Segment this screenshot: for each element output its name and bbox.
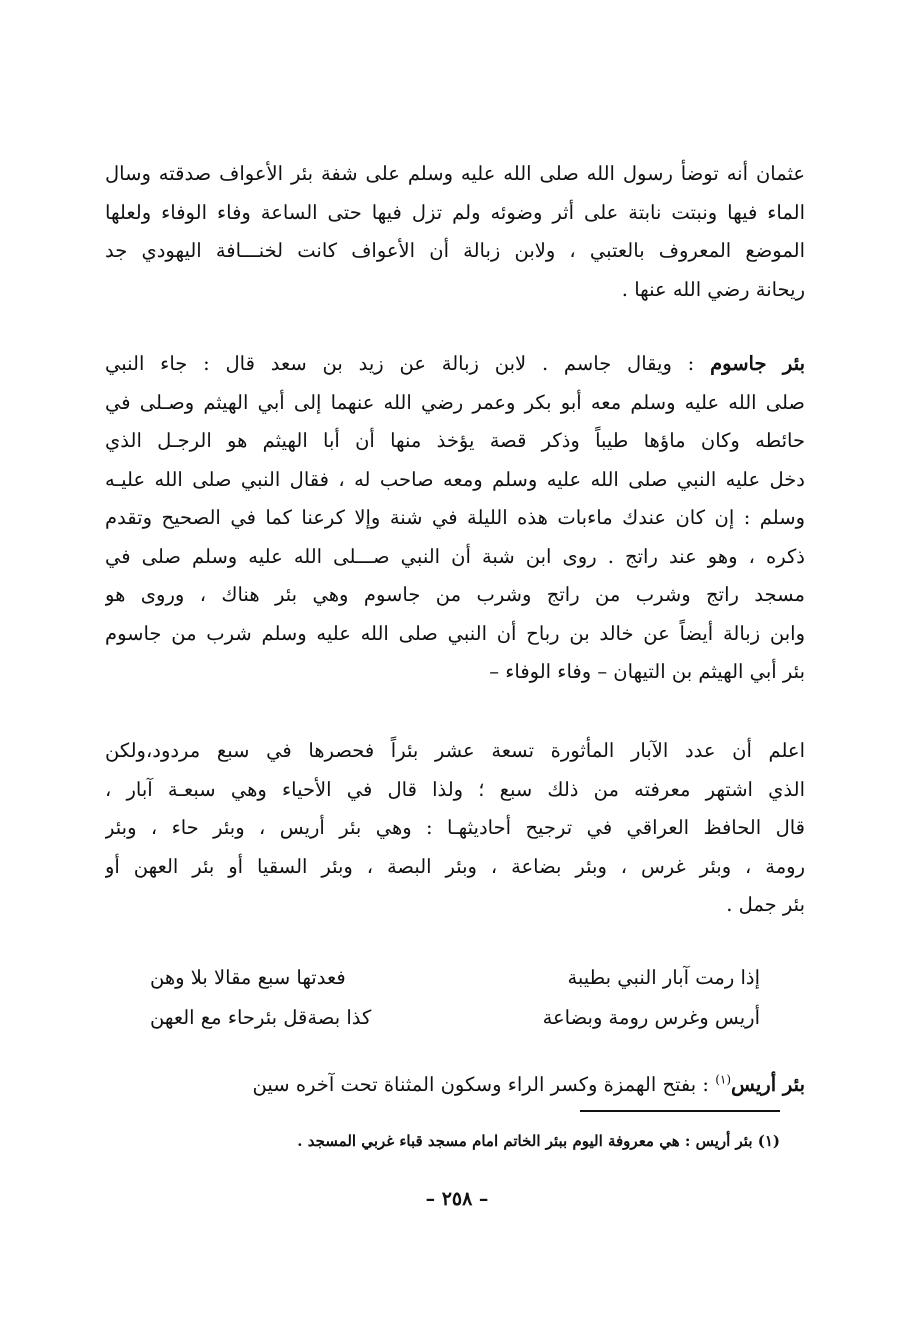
text-line: الذي اشتهر معرفته من ذلك سبع ؛ ولذا قال في الأحياء وهي سبعـة آبار ،	[105, 777, 805, 801]
text-line: صلى الله عليه وسلم معه أبو بكر وعمر رضي الله عنهما إلى أبي الهيثم وصـلى في	[105, 390, 805, 414]
verse-first-hemistich: إذا رمت آبار النبي بطيبة	[567, 966, 760, 989]
text-line	[105, 1066, 805, 1105]
text-line: دخل عليه النبي صلى الله عليه وسلم ومعه صاحب له ، فقال النبي صلى الله عليـه	[105, 467, 805, 491]
footnote: (١) بئر أريس : هي معروفة اليوم ببئر الخاتم امام مسجد قباء غربي المسجد .	[297, 1132, 780, 1150]
footnote-divider	[580, 1110, 780, 1112]
verse-second-hemistich: فعدتها سبع مقالا بلا وهن	[150, 966, 346, 989]
text-line: الماء فيها ونبتت نابتة على أثر وضوئه ولم تزل فيها حتى الساعة وفاء الوفاء ولعلها	[105, 200, 805, 224]
text-line: عثمان أنه توضأ رسول الله صلى الله عليه وسلم على شفة بئر الأعواف صدقته وسال	[105, 162, 805, 185]
text-line: بئر أبي الهيثم بن التيهان – وفاء الوفاء –	[489, 660, 805, 683]
paragraph-bir-jasum	[105, 345, 805, 692]
text-line: ذكره ، وهو عند راتج . روى ابن شبة أن النبي صـــلى الله عليه وسلم صلى في	[105, 544, 805, 568]
verse-first-hemistich: أريس وغرس رومة وبضاعة	[542, 1006, 760, 1029]
text-line: بئر جمل .	[726, 893, 805, 916]
text-line: رومة ، وبئر غرس ، وبئر بضاعة ، وبئر البصة ، وبئر السقيا أو بئر العهن أو	[105, 854, 805, 878]
paragraph-uthman	[105, 155, 805, 309]
text-line: وابن زبالة أيضاً عن خالد بن رباح أن النبي صلى الله عليه وسلم شرب من جاسوم	[105, 621, 805, 645]
entry-heading: بئر أريس	[731, 1073, 805, 1096]
text-line: حائطه وكان ماؤها طيباً وذكر قصة يؤخذ منها أن أبا الهيثم هو الرجـل الذي	[105, 429, 805, 452]
page-number: – ٢٥٨ –	[425, 1188, 489, 1210]
footnote-marker: (١)	[715, 1072, 732, 1087]
poem-verse	[150, 998, 760, 1038]
paragraph-bir-aris	[105, 1066, 805, 1105]
text-run: : ويقال جاسم . لابن زبالة عن زيد بن سعد قال : جاء النبي	[105, 352, 695, 375]
text-line: مسجد راتج وشرب من راتج وشرب من جاسوم وهي بئر هناك ، وروى هو	[105, 583, 805, 606]
text-line: اعلم أن عدد الآبار المأثورة تسعة عشر بئراً فحصرها في سبع مردود،ولكن	[105, 739, 805, 762]
paragraph-wells	[105, 732, 805, 925]
verse-second-hemistich: كذا بصةقل بئرحاء مع العهن	[150, 1006, 372, 1029]
poem-verse	[150, 958, 760, 998]
text-run: : بفتح الهمزة وكسر الراء وسكون المثناة تحت آخره سين	[252, 1073, 709, 1096]
poem	[150, 958, 760, 1038]
text-line: الموضع المعروف بالعتبي ، ولابن زبالة أن الأعواف كانت لخنـــافة اليهودي جد	[105, 239, 805, 262]
text-line: وسلم : إن كان عندك ماءبات هذه الليلة في شنة وإلا كرعنا كما في الصحيح وتقدم	[105, 506, 805, 529]
text-line	[105, 345, 805, 384]
entry-heading: بئر جاسوم	[710, 352, 805, 375]
text-line: ريحانة رضي الله عنها .	[621, 277, 805, 301]
text-line: قال الحافظ العراقي في ترجيح أحاديثهـا : وهي بئر أريس ، وبئر حاء ، وبئر	[105, 816, 805, 839]
